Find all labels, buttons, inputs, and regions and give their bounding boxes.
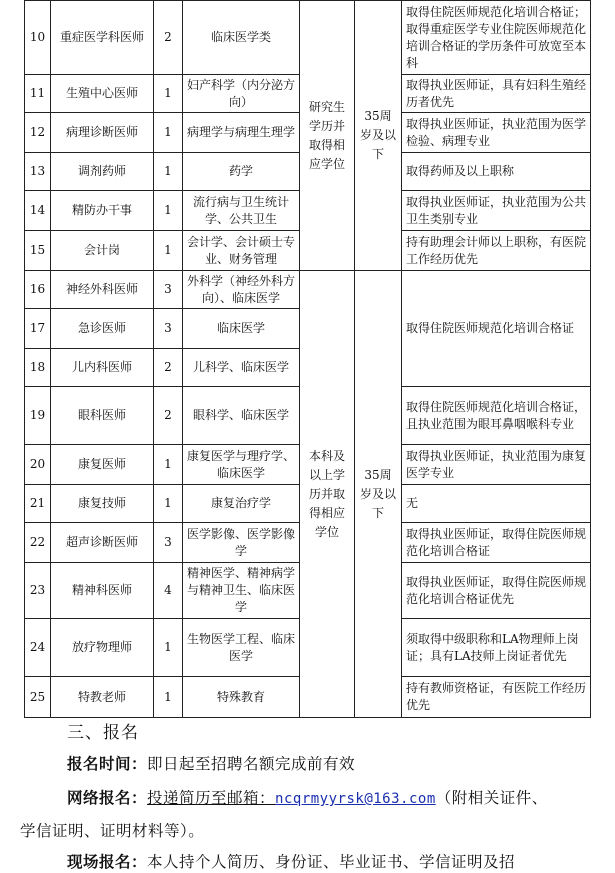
row-number: 19	[25, 387, 51, 445]
position-name: 超声诊断医师	[51, 523, 154, 563]
major: 药学	[183, 153, 300, 191]
other-requirement: 持有教师资格证，有医院工作经历优先	[402, 677, 591, 718]
row-number: 25	[25, 677, 51, 718]
major: 眼科学、临床医学	[183, 387, 300, 445]
other-requirement: 取得住院医师规范化培训合格证；取得重症医学专业住院医师规范化培训合格证的学历条件可放宽至本科	[402, 1, 591, 75]
position-name: 精神科医师	[51, 563, 154, 619]
row-number: 24	[25, 619, 51, 677]
online-registration-link[interactable]: 投递简历至邮箱：	[147, 789, 276, 807]
hire-count: 1	[154, 677, 183, 718]
other-requirement: 持有助理会计师以上职称，有医院工作经历优先	[402, 231, 591, 271]
hire-count: 1	[154, 445, 183, 485]
table-row	[25, 1, 591, 75]
position-name: 精防办干事	[51, 191, 154, 231]
hire-count: 2	[154, 1, 183, 75]
other-requirement: 取得执业医师证，取得住院医师规范化培训合格证	[402, 523, 591, 563]
major: 妇产科学（内分泌方向）	[183, 75, 300, 113]
row-number: 18	[25, 349, 51, 387]
hire-count: 2	[154, 387, 183, 445]
registration-time-label: 报名时间：	[67, 754, 148, 773]
position-name: 眼科医师	[51, 387, 154, 445]
hire-count: 1	[154, 619, 183, 677]
other-requirement: 取得执业医师证，取得住院医师规范化培训合格证优先	[402, 563, 591, 619]
hire-count: 1	[154, 153, 183, 191]
online-registration-suffix: （附相关证件、	[435, 789, 548, 807]
row-number: 22	[25, 523, 51, 563]
row-number: 10	[25, 1, 51, 75]
position-name: 神经外科医师	[51, 271, 154, 309]
hire-count: 3	[154, 271, 183, 309]
education-requirement: 研究生学历并取得相应学位	[300, 1, 355, 271]
age-requirement: 35周岁及以下	[355, 1, 402, 271]
online-registration	[67, 786, 548, 808]
row-number: 13	[25, 153, 51, 191]
registration-time	[67, 752, 355, 774]
age-requirement: 35周岁及以下	[355, 271, 402, 718]
row-number: 12	[25, 113, 51, 153]
position-name: 会计岗	[51, 231, 154, 271]
other-requirement: 取得执业医师证，执业范围为医学检验、病理专业	[402, 113, 591, 153]
other-requirement: 取得执业医师证，具有妇科生殖经历者优先	[402, 75, 591, 113]
education-requirement: 本科及以上学历并取得相应学位	[300, 271, 355, 718]
major: 临床医学类	[183, 1, 300, 75]
row-number: 23	[25, 563, 51, 619]
major: 精神医学、精神病学与精神卫生、临床医学	[183, 563, 300, 619]
hire-count: 1	[154, 113, 183, 153]
row-number: 11	[25, 75, 51, 113]
position-name: 调剂药师	[51, 153, 154, 191]
position-name: 儿内科医师	[51, 349, 154, 387]
hire-count: 4	[154, 563, 183, 619]
major: 医学影像、医学影像学	[183, 523, 300, 563]
row-number: 14	[25, 191, 51, 231]
row-number: 16	[25, 271, 51, 309]
other-requirement: 取得住院医师规范化培训合格证	[402, 271, 591, 387]
position-name: 病理诊断医师	[51, 113, 154, 153]
position-name: 康复医师	[51, 445, 154, 485]
onsite-registration-text: 本人持个人简历、身份证、毕业证书、学信证明及招	[147, 853, 516, 871]
hire-count: 2	[154, 349, 183, 387]
major: 生物医学工程、临床医学	[183, 619, 300, 677]
email-link[interactable]: ncqrmyyrsk@163.com	[275, 791, 436, 807]
position-name: 重症医学科医师	[51, 1, 154, 75]
major: 临床医学	[183, 309, 300, 349]
recruitment-table	[24, 0, 591, 718]
row-number: 17	[25, 309, 51, 349]
major: 病理学与病理生理学	[183, 113, 300, 153]
table-row	[25, 271, 591, 309]
other-requirement: 取得住院医师规范化培训合格证，且执业范围为眼耳鼻咽喉科专业	[402, 387, 591, 445]
section-heading: 三、报名	[67, 723, 139, 743]
registration-time-text: 即日起至招聘名额完成前有效	[147, 755, 356, 773]
position-name: 特教老师	[51, 677, 154, 718]
row-number: 21	[25, 485, 51, 523]
position-name: 放疗物理师	[51, 619, 154, 677]
major: 外科学（神经外科方向）、临床医学	[183, 271, 300, 309]
hire-count: 3	[154, 523, 183, 563]
onsite-registration-label: 现场报名：	[67, 852, 148, 871]
hire-count: 1	[154, 485, 183, 523]
other-requirement: 取得药师及以上职称	[402, 153, 591, 191]
hire-count: 3	[154, 309, 183, 349]
other-requirement: 取得执业医师证，执业范围为公共卫生类别专业	[402, 191, 591, 231]
online-registration-label: 网络报名：	[67, 788, 148, 807]
major: 儿科学、临床医学	[183, 349, 300, 387]
other-requirement: 须取得中级职称和LA物理师上岗证；具有LA技师上岗证者优先	[402, 619, 591, 677]
position-name: 生殖中心医师	[51, 75, 154, 113]
other-requirement: 无	[402, 485, 591, 523]
hire-count: 1	[154, 75, 183, 113]
position-name: 康复技师	[51, 485, 154, 523]
other-requirement: 取得执业医师证，执业范围为康复医学专业	[402, 445, 591, 485]
hire-count: 1	[154, 231, 183, 271]
row-number: 15	[25, 231, 51, 271]
position-name: 急诊医师	[51, 309, 154, 349]
hire-count: 1	[154, 191, 183, 231]
online-registration-continued: 学信证明、证明材料等）。	[20, 822, 205, 840]
major: 康复治疗学	[183, 485, 300, 523]
onsite-registration	[67, 850, 515, 872]
major: 流行病与卫生统计学、公共卫生	[183, 191, 300, 231]
major: 会计学、会计硕士专业、财务管理	[183, 231, 300, 271]
major: 康复医学与理疗学、临床医学	[183, 445, 300, 485]
row-number: 20	[25, 445, 51, 485]
major: 特殊教育	[183, 677, 300, 718]
